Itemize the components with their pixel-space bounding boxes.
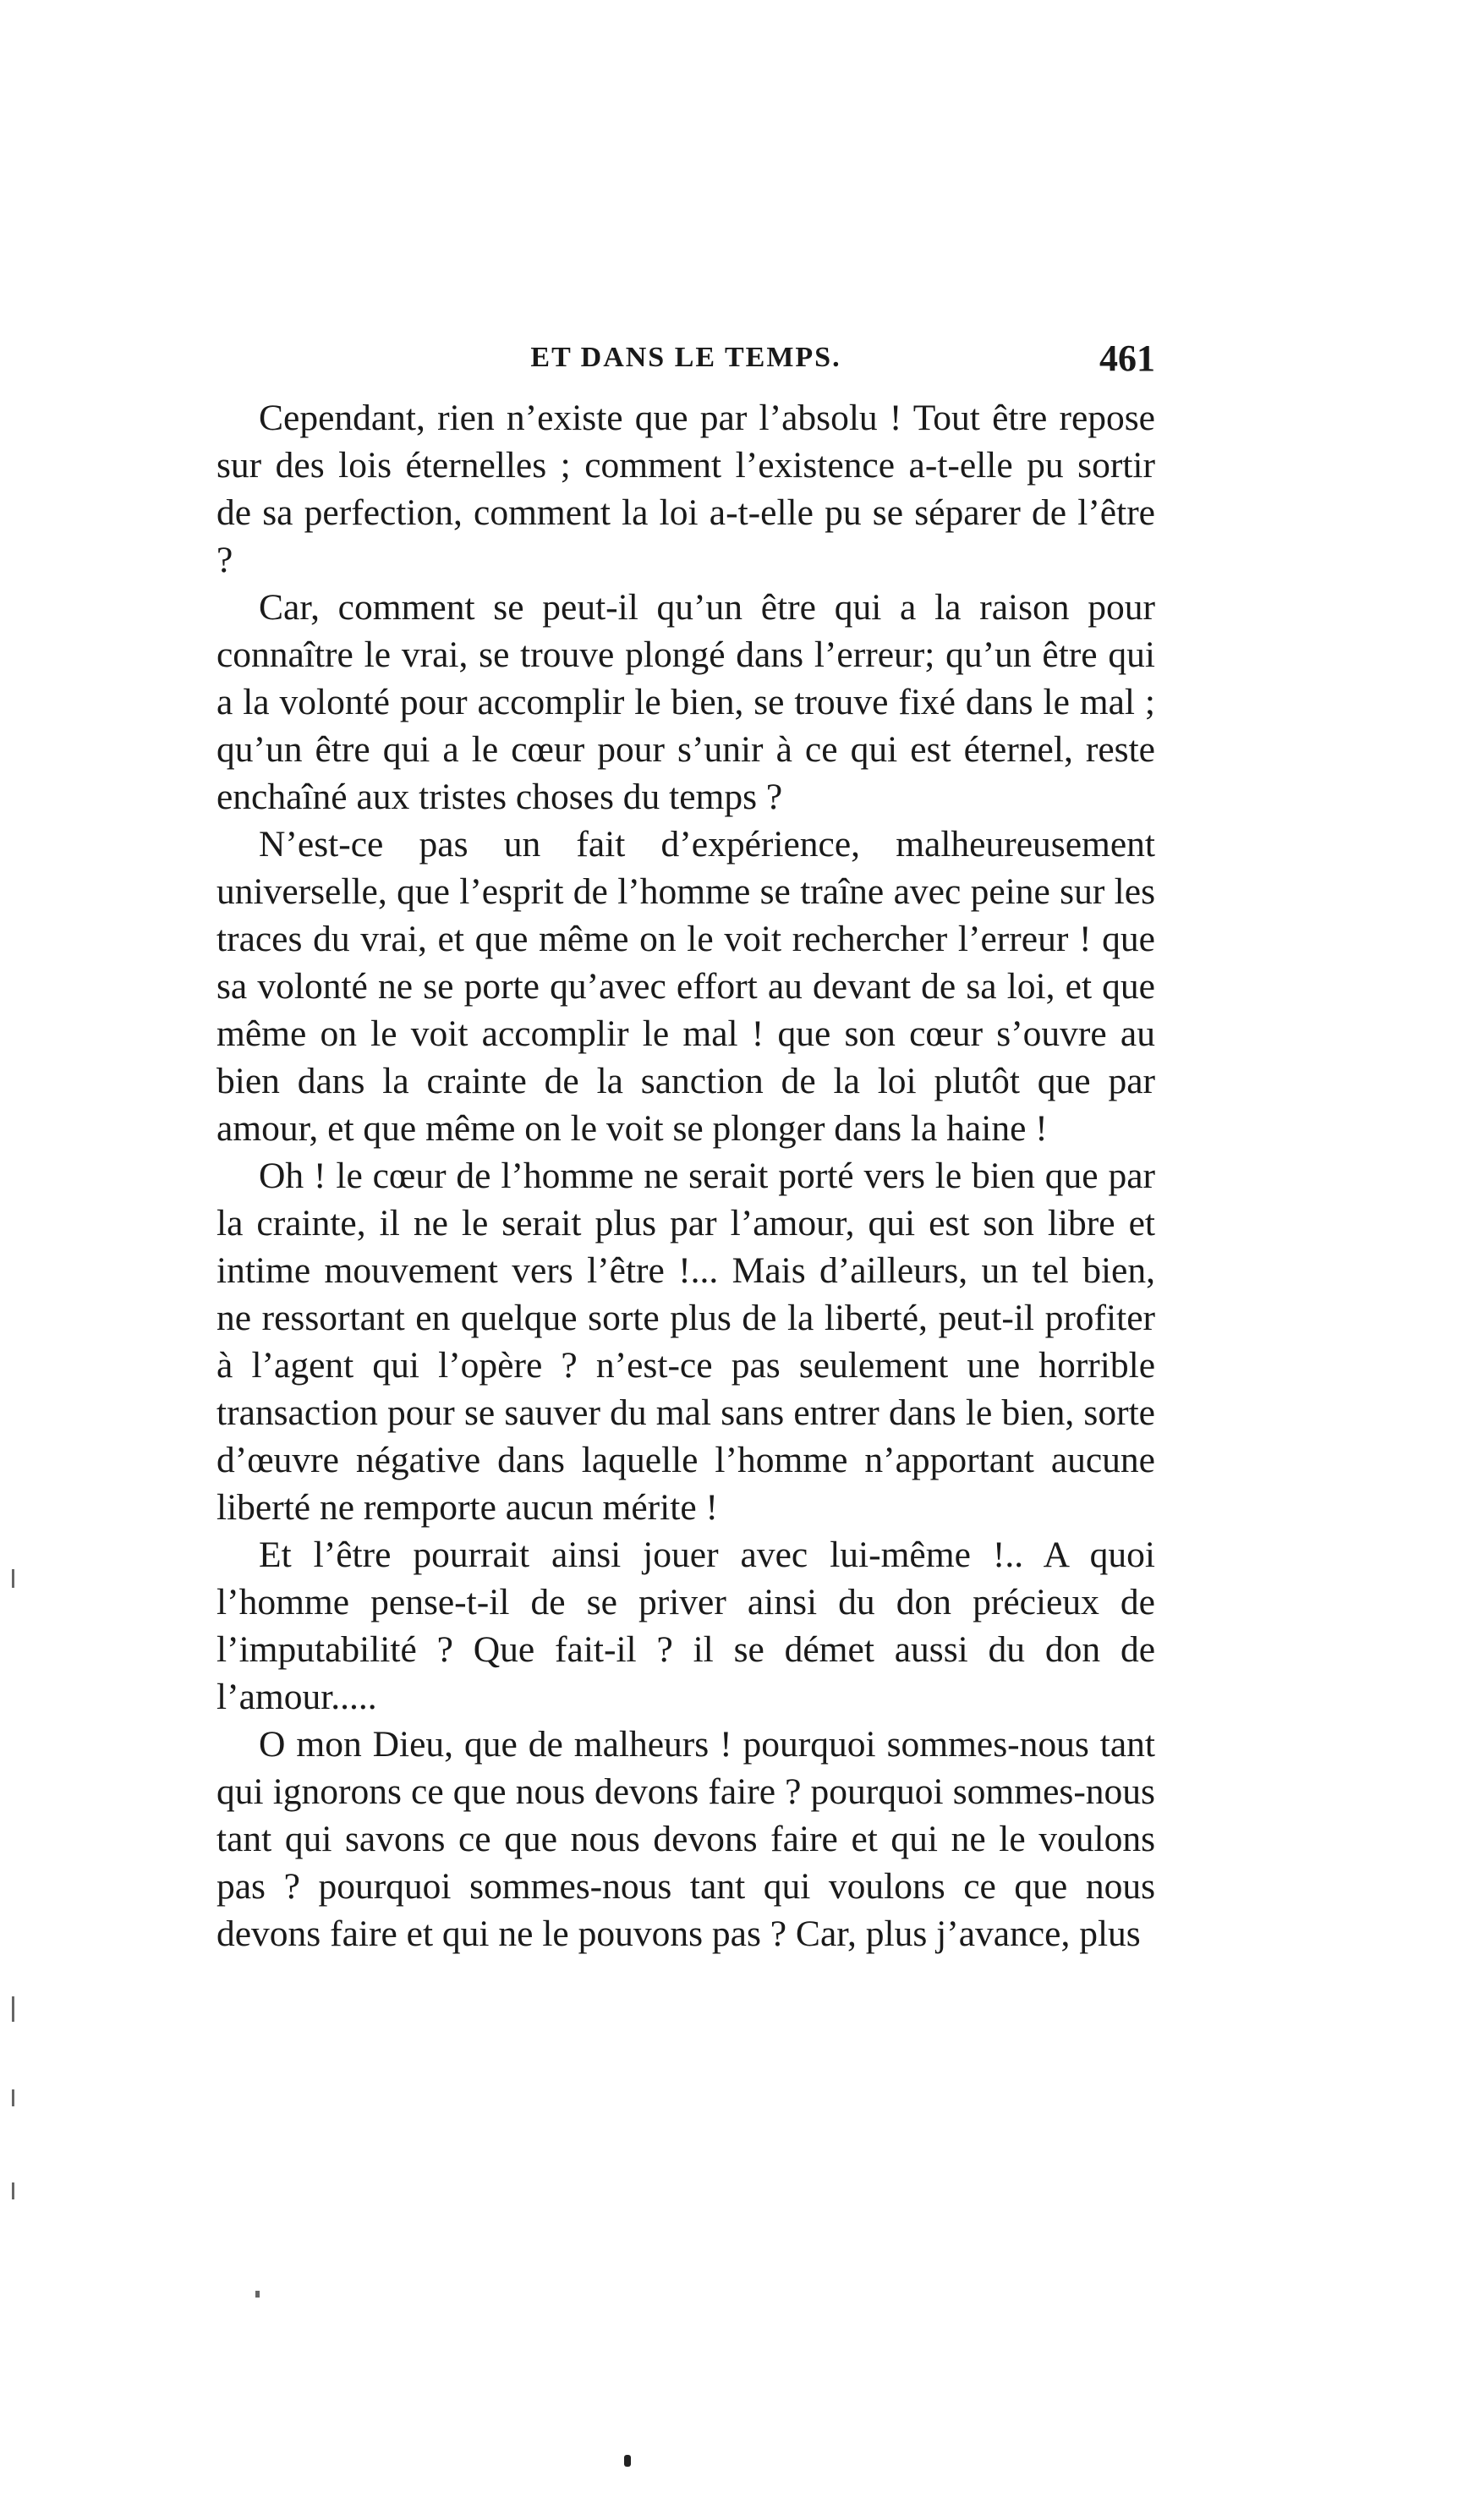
scan-speck (12, 1569, 14, 1588)
scan-speck (12, 1996, 14, 2022)
scan-speck (624, 2455, 631, 2467)
paragraph-3: N’est-ce pas un fait d’expérience, malheureusement universelle, que l’esprit de l’homme se traîne avec peine sur les traces du vrai, et que même on le voit rechercher l’erreur ! que sa volonté ne se porte qu’avec effort au devant de sa loi, et que même on le voit accomplir le mal ! que son cœur s’ouvre au bien dans la crainte de la sanction de la loi plutôt que par amour, et que même on le voit se plonger dans la haine ! (216, 824, 1155, 1149)
scan-speck (255, 2291, 260, 2298)
scan-speck (12, 2089, 14, 2106)
paragraph-5: Et l’être pourrait ainsi jouer avec lui-même !.. A quoi l’homme pense-t-il de se priver ainsi du don précieux de l’imputabilité ? Que fait-il ? il se démet aussi du don de l’amour..... (216, 1535, 1155, 1717)
body-text (216, 394, 1155, 1957)
paragraph-1: Cependant, rien n’existe que par l’absolu ! Tout être repose sur des lois éternelles ; comment l’existence a-t-elle pu sortir de sa perfection, comment la loi a-t-elle pu se séparer de l’être ? (216, 398, 1155, 580)
paragraph-6: O mon Dieu, que de malheurs ! pourquoi sommes-nous tant qui ignorons ce que nous devons faire ? pourquoi sommes-nous tant qui savons ce que nous devons faire et qui ne le voulons pas ? pourquoi sommes-nous tant qui voulons ce que nous devons faire et qui ne le pouvons pas ? Car, plus j’avance, plus (216, 1724, 1155, 1954)
paragraph-4: Oh ! le cœur de l’homme ne serait porté vers le bien que par la crainte, il ne le serait plus par l’amour, qui est son libre et intime mouvement vers l’être !... Mais d’ailleurs, un tel bien, ne ressortant en quelque sorte plus de la liberté, peut-il profiter à l’agent qui l’opère ? n’est-ce pas seulement une horrible transaction pour se sauver du mal sans entrer dans le bien, sorte d’œuvre négative dans laquelle l’homme n’apportant aucune liberté ne remporte aucun mérite ! (216, 1156, 1155, 1528)
scan-speck (12, 2182, 14, 2199)
running-head (216, 337, 1155, 387)
running-title: ET DANS LE TEMPS. (530, 342, 841, 373)
paragraph-2: Car, comment se peut-il qu’un être qui a la raison pour connaître le vrai, se trouve plongé dans l’erreur; qu’un être qui a la volonté pour accomplir le bien, se trouve fixé dans le mal ; qu’un être qui a le cœur pour s’unir à ce qui est éternel, reste enchaîné aux tristes choses du temps ? (216, 587, 1155, 817)
page-number: 461 (1099, 338, 1155, 379)
